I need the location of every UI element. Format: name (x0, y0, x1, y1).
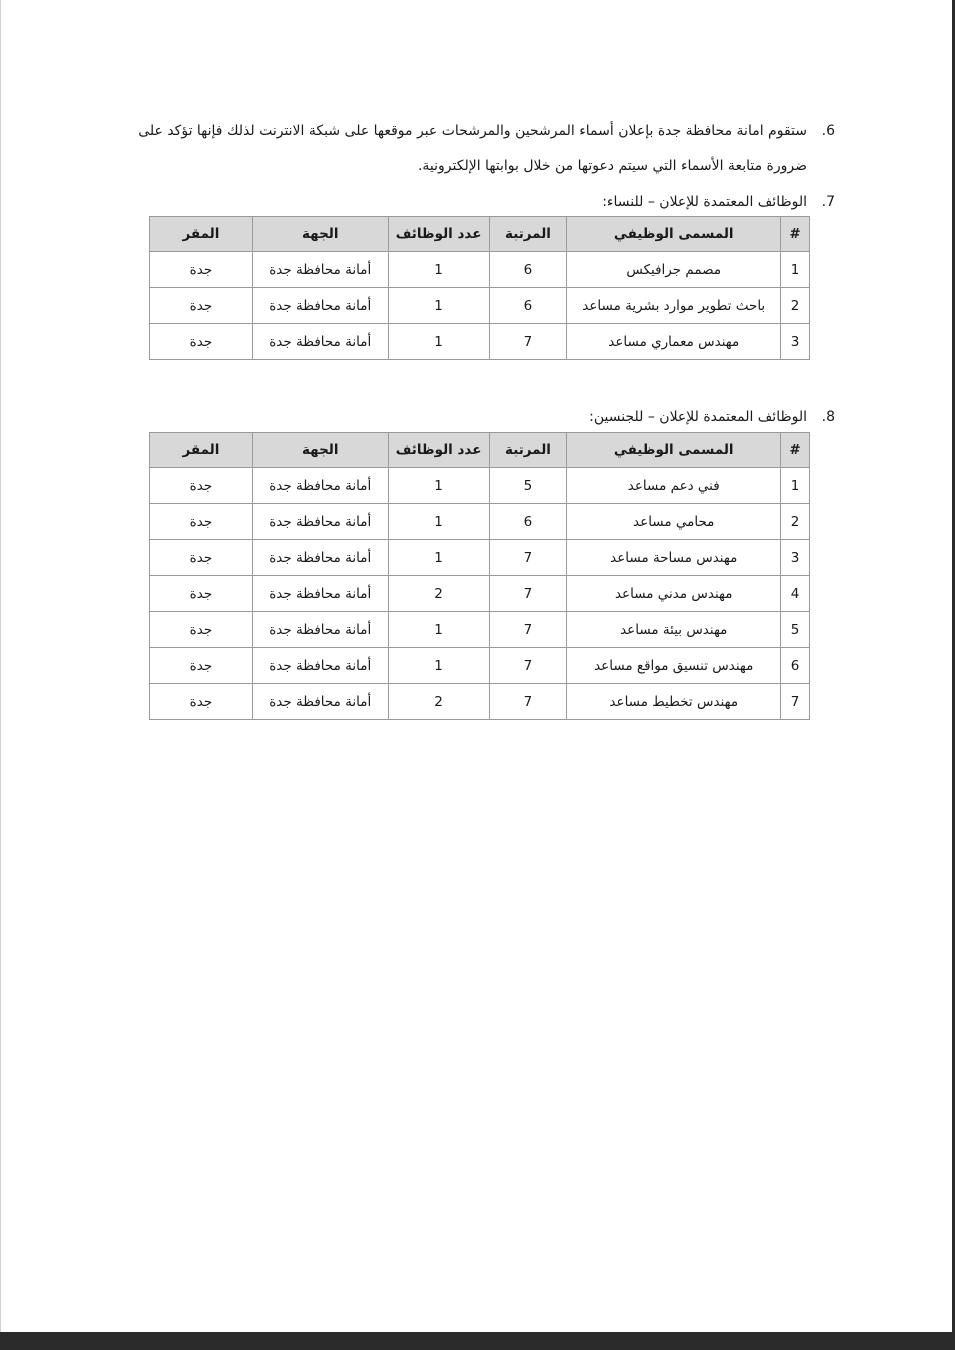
table-row (150, 576, 810, 612)
job-location: جدة (150, 252, 253, 288)
job-count: 1 (388, 612, 489, 648)
item-6-paragraph (81, 123, 835, 183)
job-count: 1 (388, 468, 489, 504)
row-number: 3 (781, 540, 810, 576)
job-title: مهندس معماري مساعد (567, 324, 781, 360)
job-location: جدة (150, 684, 253, 720)
women-jobs-table (149, 216, 810, 360)
row-number: 6 (781, 648, 810, 684)
column-header-rank: المرتبة (489, 433, 567, 468)
job-title: فني دعم مساعد (567, 468, 781, 504)
column-header-entity: الجهة (252, 217, 388, 252)
job-title: مهندس مساحة مساعد (567, 540, 781, 576)
job-location: جدة (150, 288, 253, 324)
job-location: جدة (150, 324, 253, 360)
job-location: جدة (150, 612, 253, 648)
job-rank: 6 (489, 252, 567, 288)
job-entity: أمانة محافظة جدة (252, 288, 388, 324)
job-rank: 6 (489, 504, 567, 540)
job-count: 2 (388, 576, 489, 612)
item-7-heading (141, 194, 835, 210)
table-row (150, 612, 810, 648)
job-title: مصمم جرافيكس (567, 252, 781, 288)
job-count: 1 (388, 324, 489, 360)
item-8-heading-text: الوظائف المعتمدة للإعلان – للجنسين: (589, 409, 807, 425)
row-number: 1 (781, 252, 810, 288)
table-row (150, 252, 810, 288)
job-rank: 7 (489, 684, 567, 720)
job-entity: أمانة محافظة جدة (252, 324, 388, 360)
job-rank: 7 (489, 648, 567, 684)
column-header-entity: الجهة (252, 433, 388, 468)
job-rank: 7 (489, 612, 567, 648)
item-7-number: .7 (821, 194, 835, 210)
job-location: جدة (150, 576, 253, 612)
table-row (150, 288, 810, 324)
job-rank: 7 (489, 324, 567, 360)
item-8-heading (141, 409, 835, 425)
column-header-rank: المرتبة (489, 217, 567, 252)
row-number: 3 (781, 324, 810, 360)
job-title: محامي مساعد (567, 504, 781, 540)
table-row (150, 684, 810, 720)
job-count: 1 (388, 540, 489, 576)
job-title: مهندس بيئة مساعد (567, 612, 781, 648)
job-count: 1 (388, 648, 489, 684)
both-genders-jobs-table (149, 432, 810, 720)
job-count: 1 (388, 252, 489, 288)
job-entity: أمانة محافظة جدة (252, 684, 388, 720)
job-entity: أمانة محافظة جدة (252, 612, 388, 648)
row-number: 7 (781, 684, 810, 720)
column-header-location: المقر (150, 217, 253, 252)
column-header-job-count: عدد الوظائف (388, 433, 489, 468)
table-row (150, 504, 810, 540)
job-entity: أمانة محافظة جدة (252, 576, 388, 612)
job-entity: أمانة محافظة جدة (252, 468, 388, 504)
column-header-number: # (781, 433, 810, 468)
job-location: جدة (150, 648, 253, 684)
row-number: 2 (781, 288, 810, 324)
table-row (150, 468, 810, 504)
job-title: باحث تطوير موارد بشرية مساعد (567, 288, 781, 324)
job-count: 2 (388, 684, 489, 720)
column-header-job-count: عدد الوظائف (388, 217, 489, 252)
table-row (150, 540, 810, 576)
job-entity: أمانة محافظة جدة (252, 648, 388, 684)
row-number: 4 (781, 576, 810, 612)
job-rank: 7 (489, 540, 567, 576)
item-6-line-1: ستقوم امانة محافظة جدة بإعلان أسماء المرشحين والمرشحات عبر موقعها على شبكة الانترنت لذلك فإنها تؤكد على (138, 123, 807, 139)
item-7-heading-text: الوظائف المعتمدة للإعلان – للنساء: (602, 194, 807, 210)
job-location: جدة (150, 504, 253, 540)
item-8-number: .8 (821, 409, 835, 425)
job-count: 1 (388, 504, 489, 540)
column-header-location: المقر (150, 433, 253, 468)
job-entity: أمانة محافظة جدة (252, 540, 388, 576)
job-entity: أمانة محافظة جدة (252, 504, 388, 540)
job-title: مهندس تنسيق مواقع مساعد (567, 648, 781, 684)
job-title: مهندس تخطيط مساعد (567, 684, 781, 720)
row-number: 1 (781, 468, 810, 504)
item-6-line-2: ضرورة متابعة الأسماء التي سيتم دعوتها من خلال بوابتها الإلكترونية. (417, 158, 807, 174)
column-header-job-title: المسمى الوظيفي (567, 217, 781, 252)
table-header-row (150, 433, 810, 468)
job-rank: 6 (489, 288, 567, 324)
job-location: جدة (150, 468, 253, 504)
job-entity: أمانة محافظة جدة (252, 252, 388, 288)
row-number: 2 (781, 504, 810, 540)
item-6-number: .6 (821, 123, 835, 139)
job-rank: 5 (489, 468, 567, 504)
job-rank: 7 (489, 576, 567, 612)
column-header-number: # (781, 217, 810, 252)
table-row (150, 648, 810, 684)
job-count: 1 (388, 288, 489, 324)
row-number: 5 (781, 612, 810, 648)
table-header-row (150, 217, 810, 252)
job-location: جدة (150, 540, 253, 576)
job-title: مهندس مدني مساعد (567, 576, 781, 612)
column-header-job-title: المسمى الوظيفي (567, 433, 781, 468)
table-row (150, 324, 810, 360)
